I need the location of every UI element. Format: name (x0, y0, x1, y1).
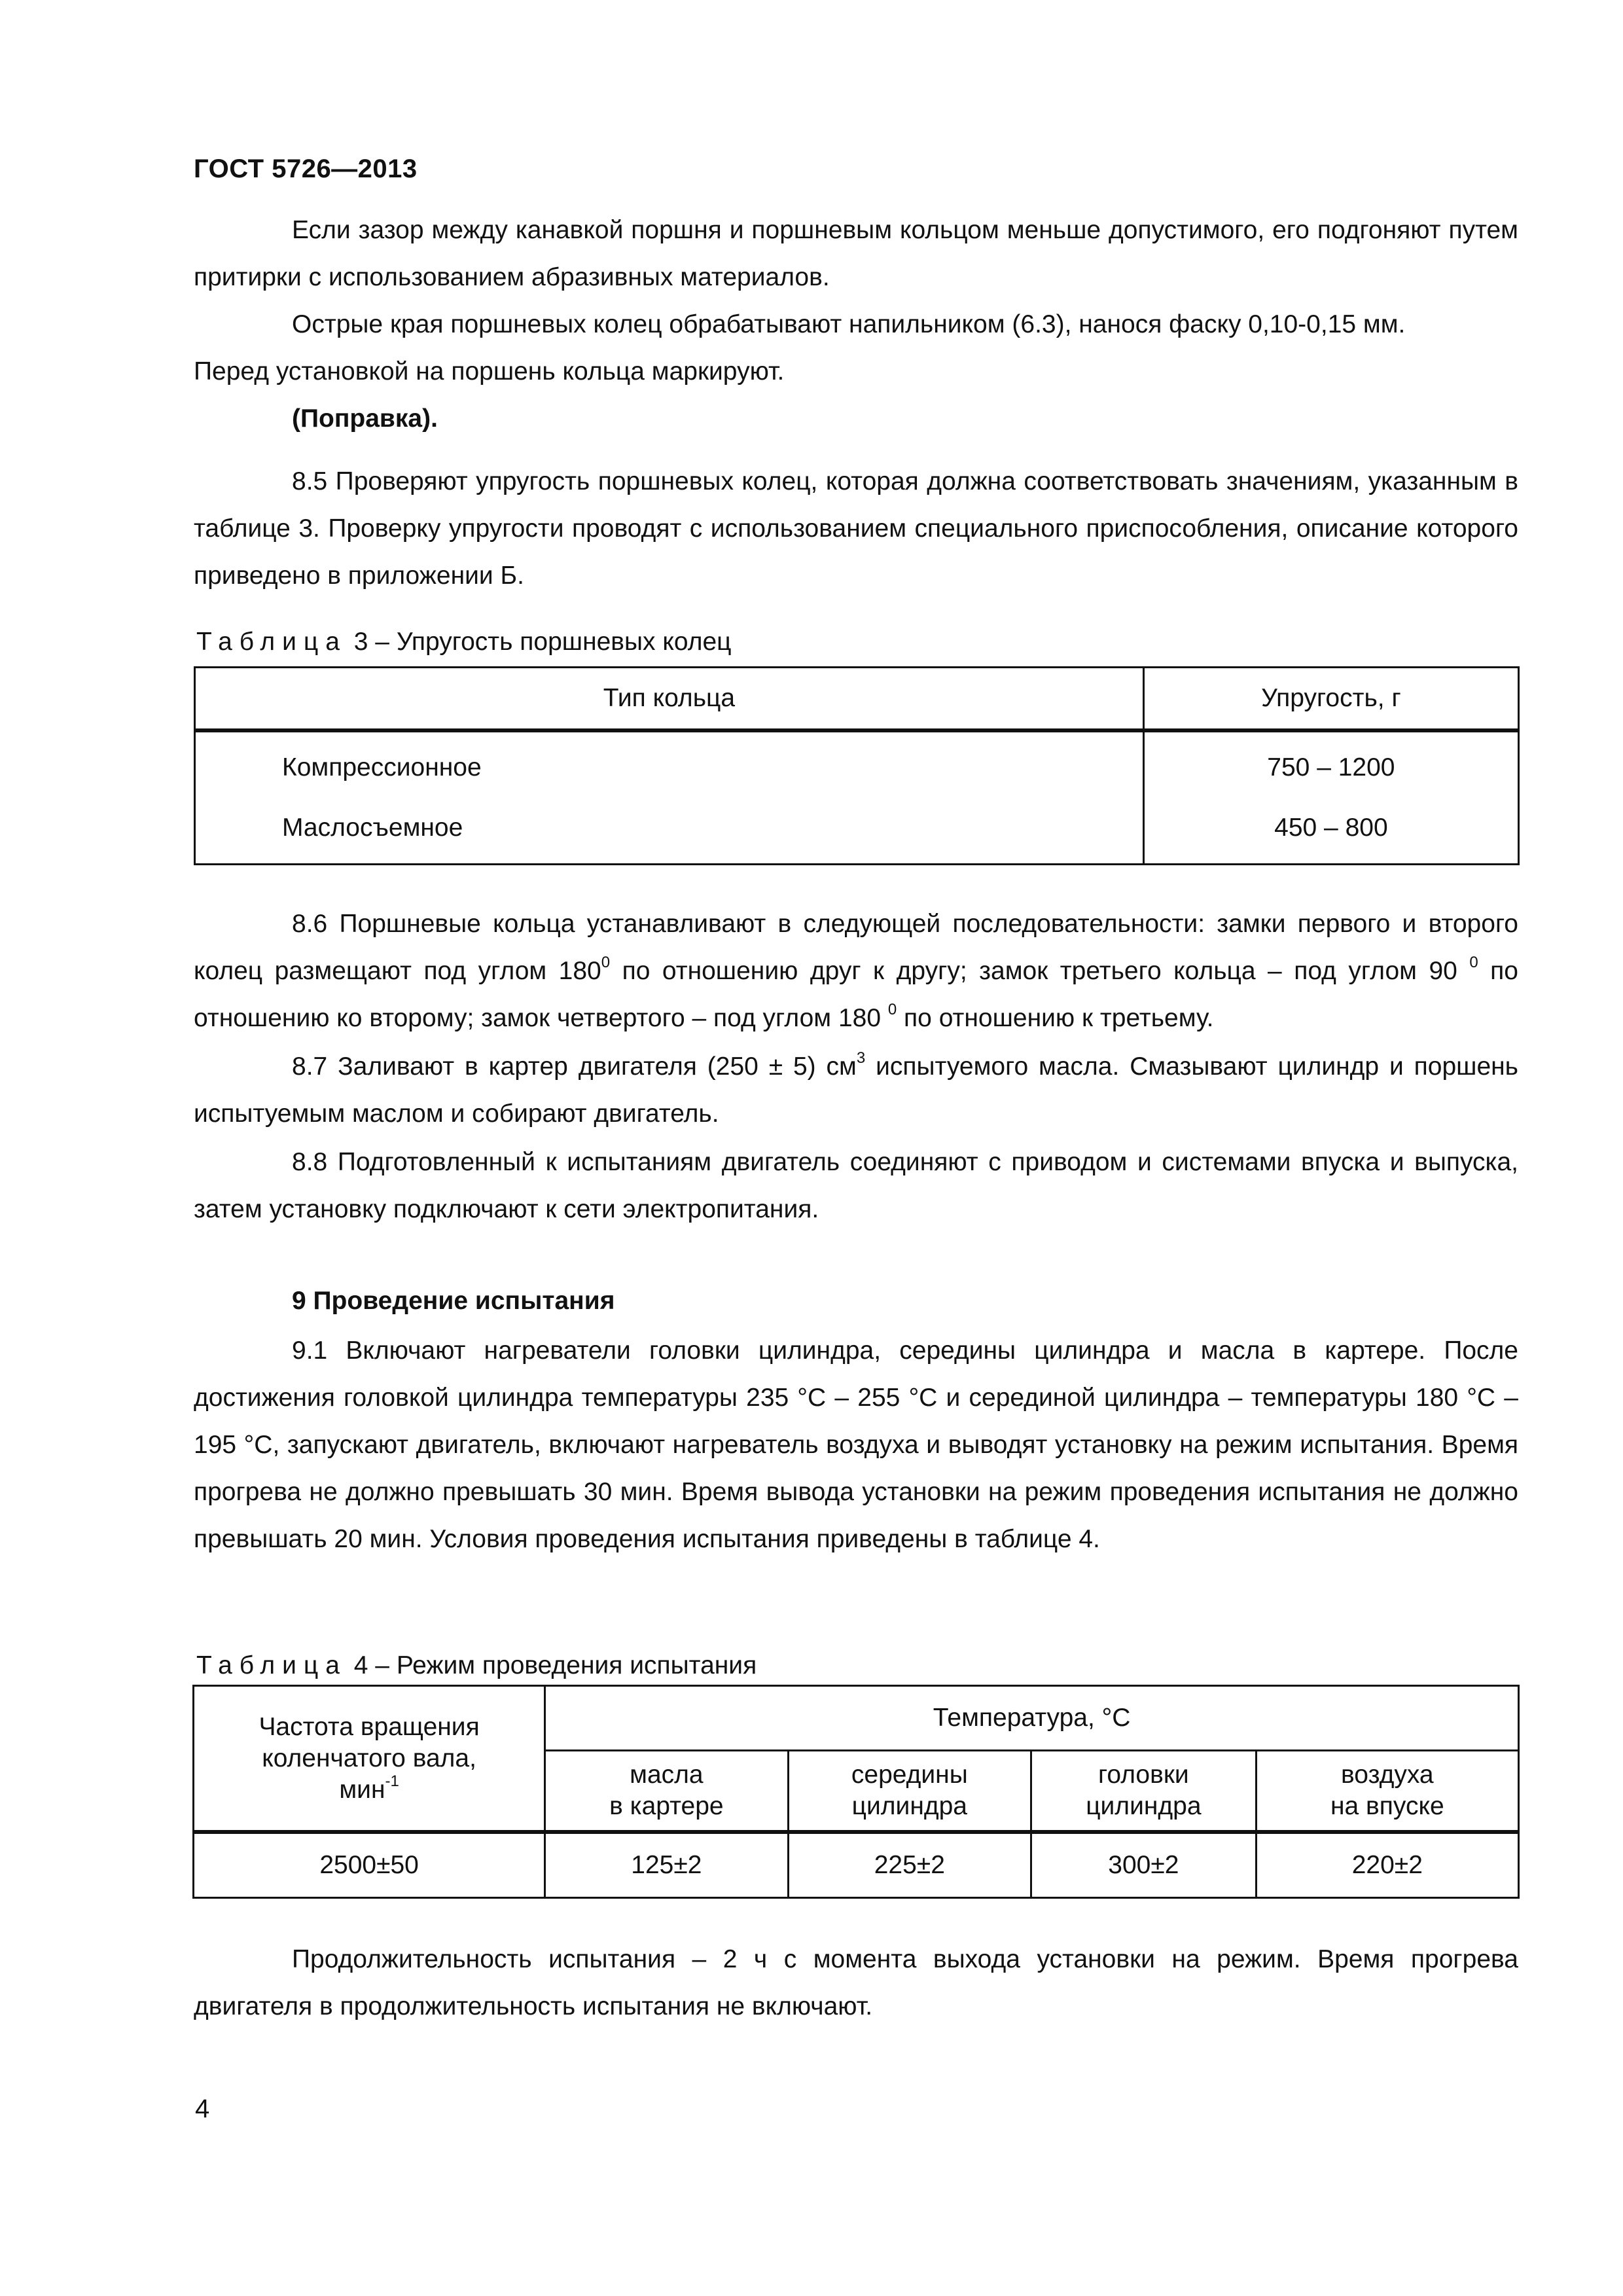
table4-header-rotation-unit: мин (339, 1775, 385, 1804)
paragraph-8-7-part: испытуемого масла. Смазывают цилиндр и поршень испытуемым маслом и собирают двигатель. (194, 1052, 1518, 1128)
table3-cell-type: Компрессионное (195, 730, 1144, 798)
table4-subheader-cylinder-middle (788, 1751, 1031, 1833)
table4-cell-rotation: 2500±50 (194, 1832, 545, 1898)
paragraph-8-7 (194, 1043, 1518, 1138)
subheader-line: цилиндра (851, 1792, 967, 1820)
table4-header-temperature: Температура, °С (545, 1686, 1519, 1751)
document-header: ГОСТ 5726—2013 (194, 154, 418, 183)
paragraph-8-6 (194, 901, 1518, 1042)
page-number: 4 (195, 2094, 210, 2123)
paragraph-8-6-part: по отношению к третьему. (897, 1004, 1214, 1032)
table3-caption-label: Таблица (196, 628, 347, 656)
table3-header-ring-type: Тип кольца (195, 668, 1144, 731)
subheader-line: головки (1098, 1761, 1189, 1789)
cubic-superscript: 3 (856, 1049, 866, 1067)
table3-cell-type: Маслосъемное (195, 798, 1144, 865)
table3-caption (196, 626, 732, 658)
paragraph-marking: Перед установкой на поршень кольца маркируют. (194, 357, 785, 386)
subheader-line: масла (630, 1761, 704, 1789)
table4-header-rotation-sup: -1 (385, 1772, 399, 1790)
table4-caption-label: Таблица (196, 1651, 347, 1679)
table4-header-rotation (194, 1686, 545, 1833)
table4-cell-air: 220±2 (1256, 1832, 1518, 1898)
section-9-heading: 9 Проведение испытания (292, 1287, 615, 1315)
paragraph-8-6-part: по отношению ко второму; замок четвертого – под углом 180 (194, 957, 1518, 1032)
subheader-line: середины (851, 1761, 968, 1789)
paragraph-9-1: 9.1 Включают нагреватели головки цилиндра, середины цилиндра и масла в картере. После достижения головкой цилиндра температуры 235 °С – 255 °С и серединой цилиндра – температуры 180 °С – 195 °С, запускают двигатель, включают нагреватель воздуха и выводят установку на режим испытания. Время прогрева не должно превышать 30 мин. Время вывода установки на режим проведения испытания не должно превышать 20 мин. Условия проведения испытания приведены в таблице 4. (194, 1336, 1518, 1553)
paragraph-edges-line1: Острые края поршневых колец обрабатывают напильником (6.3), нанося фаску 0,10-0,15 мм. (292, 310, 1406, 338)
paragraph-duration: Продолжительность испытания – 2 ч с момента выхода установки на режим. Время прогрева двигателя в продолжительность испытания не включают. (194, 1945, 1518, 2020)
paragraph-edges (194, 301, 1518, 348)
table4-cell-oil: 125±2 (545, 1832, 788, 1898)
table4-caption-text: 4 – Режим проведения испытания (353, 1651, 757, 1679)
subheader-line: цилиндра (1086, 1792, 1202, 1820)
degree-superscript: 0 (887, 1001, 897, 1018)
table3-caption-text: 3 – Упругость поршневых колец (353, 628, 732, 656)
table3-header-elasticity: Упругость, г (1143, 668, 1518, 731)
table4-subheader-intake-air (1256, 1751, 1518, 1833)
table4-subheader-oil (545, 1751, 788, 1833)
paragraph-8-7-part: 8.7 Заливают в картер двигателя (250 ± 5) см (292, 1052, 857, 1081)
paragraph-8-6-part: 8.6 Поршневые кольца устанавливают в следующей последовательности: замки первого и второго колец размещают под углом 180 (194, 910, 1518, 985)
table3-cell-value: 750 – 1200 (1143, 730, 1518, 798)
subheader-line: на впуске (1330, 1792, 1444, 1820)
subheader-line: в картере (609, 1792, 724, 1820)
correction-note: (Поправка). (292, 404, 438, 433)
subheader-line: воздуха (1341, 1761, 1434, 1789)
paragraph-lapping: Если зазор между канавкой поршня и поршневым кольцом меньше допустимого, его подгоняют путем притирки с использованием абразивных материалов. (194, 216, 1518, 291)
table4-test-mode (192, 1685, 1520, 1899)
table4-header-rotation-text: Частота вращения коленчатого вала, (259, 1712, 480, 1772)
table-row (195, 798, 1519, 865)
table3-ring-elasticity (194, 666, 1520, 865)
table-row (195, 730, 1519, 798)
table3-cell-value: 450 – 800 (1143, 798, 1518, 865)
table4-cell-middle: 225±2 (788, 1832, 1031, 1898)
degree-superscript: 0 (601, 954, 611, 971)
table4-subheader-cylinder-head (1031, 1751, 1257, 1833)
paragraph-8-8: 8.8 Подготовленный к испытаниям двигатель соединяют с приводом и системами впуска и выпуска, затем установку подключают к сети электропитания. (194, 1148, 1518, 1223)
table4-cell-head: 300±2 (1031, 1832, 1257, 1898)
table-row (194, 1832, 1519, 1898)
paragraph-8-5: 8.5 Проверяют упругость поршневых колец, которая должна соответствовать значениям, указанным в таблице 3. Проверку упругости проводят с использованием специального приспособления, описание которого приведено в приложении Б. (194, 467, 1518, 590)
paragraph-8-6-part: по отношению друг к другу; замок третьего кольца – под углом 90 (610, 957, 1470, 985)
degree-superscript: 0 (1469, 954, 1478, 971)
table4-caption (196, 1649, 757, 1682)
